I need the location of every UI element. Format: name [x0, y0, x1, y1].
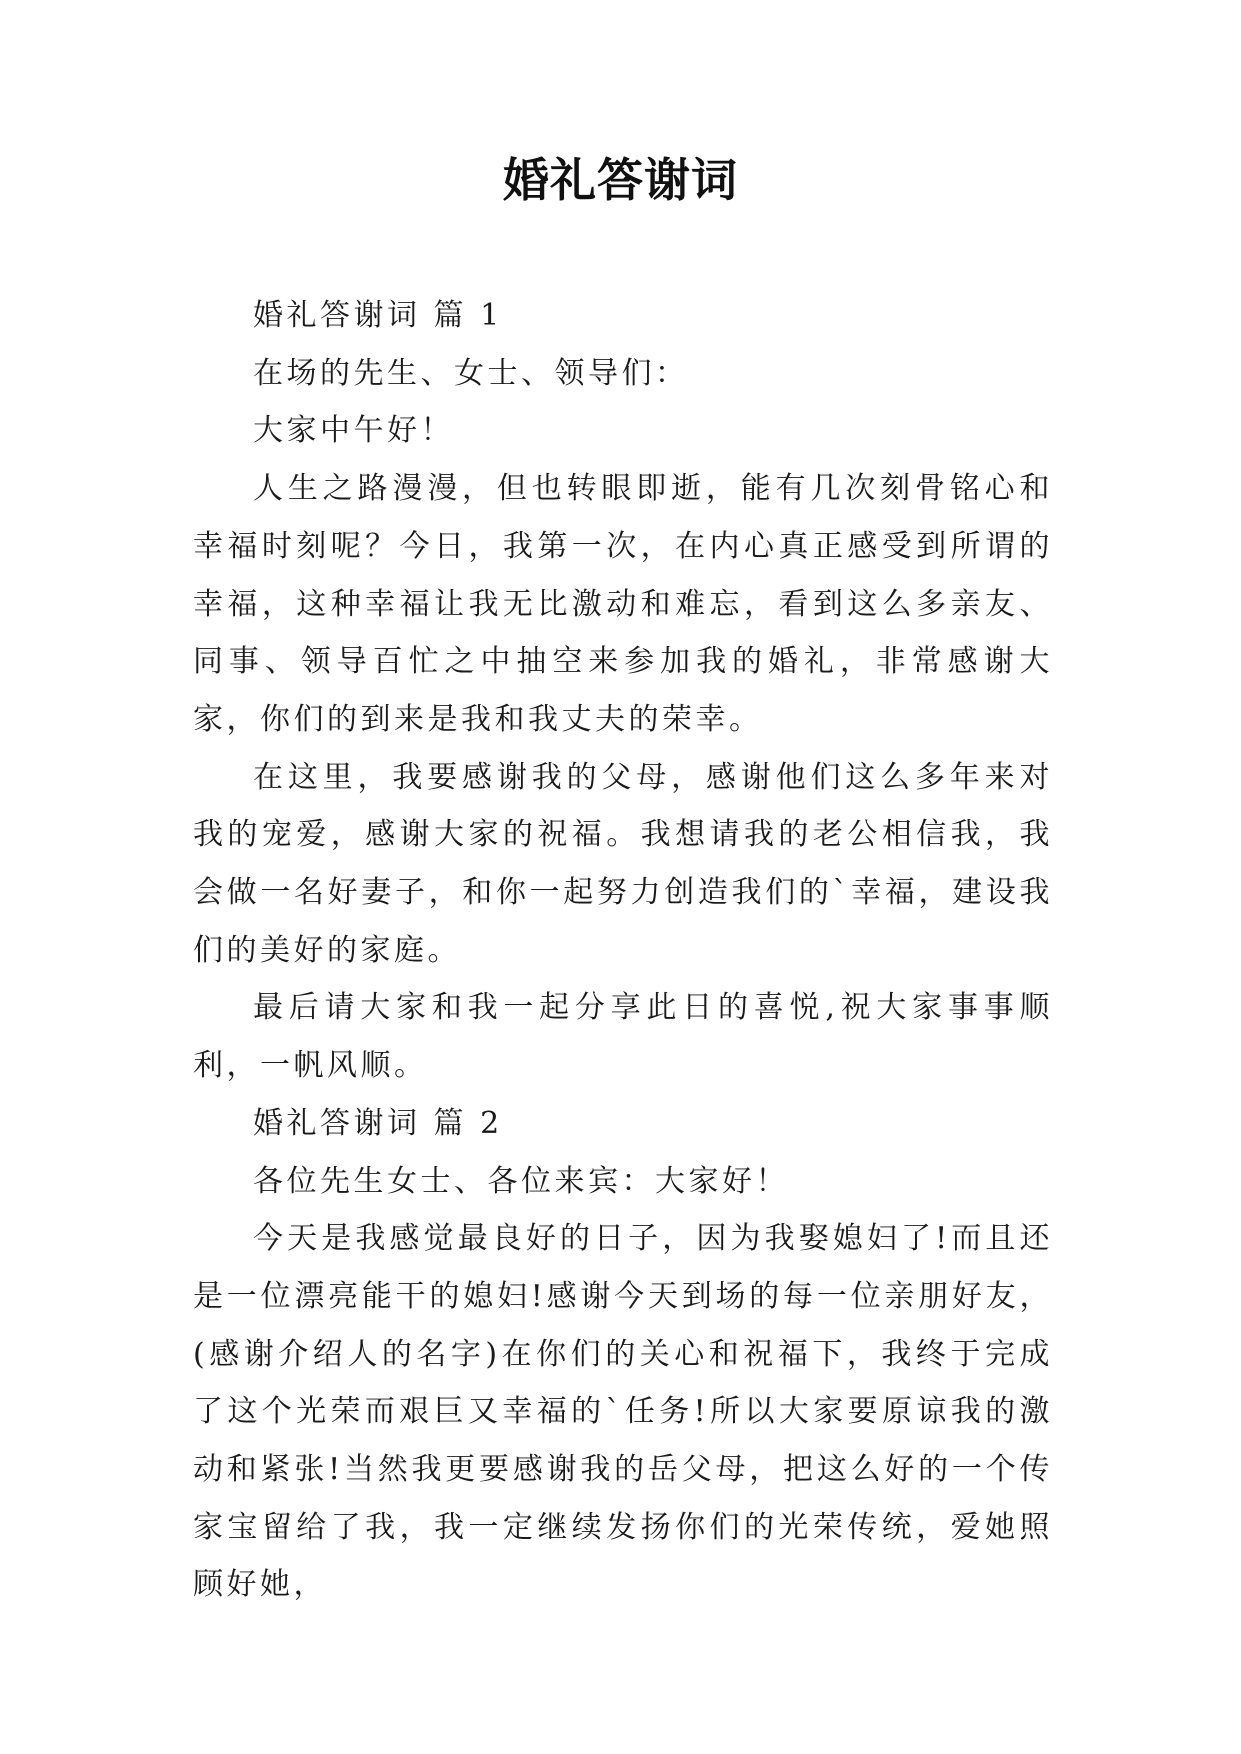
document-title: 婚礼答谢词 [503, 153, 738, 207]
salutation: 各位先生女士、各位来宾：大家好！ [253, 1163, 789, 1199]
salutation: 在场的先生、女士、领导们： [253, 355, 689, 391]
paragraph: 今天是我感觉最良好的日子，因为我娶媳妇了!而且还是一位漂亮能干的媳妇!感谢今天到场的每一位亲朋好友，(感谢介绍人的名字)在你们的关心和祝福下，我终于完成了这个光荣而艰巨又幸福的`任务!所以大家要原谅我的激动和紧张!当然我更要感谢我的岳父母，把这么好的一个传家宝留给了我，我一定继续发扬你们的光荣传统，爱她照顾好她， [193, 1221, 1053, 1603]
paragraph: 在这里，我要感谢我的父母，感谢他们这么多年来对我的宠爱，感谢大家的祝福。我想请我的老公相信我，我会做一名好妻子，和你一起努力创造我们的`幸福，建设我们的美好的家庭。 [193, 759, 1053, 968]
paragraph: 人生之路漫漫，但也转眼即逝，能有几次刻骨铭心和幸福时刻呢？今日，我第一次，在内心真正感受到所谓的幸福，这种幸福让我无比激动和难忘，看到这么多亲友、同事、领导百忙之中抽空来参加我的婚礼，非常感谢大家，你们的到来是我和我丈夫的荣幸。 [193, 471, 1053, 737]
greeting: 大家中午好！ [253, 413, 454, 449]
section-heading-1: 婚礼答谢词 篇 1 [253, 298, 503, 333]
document-body [193, 287, 1053, 1614]
section-heading-2: 婚礼答谢词 篇 2 [253, 1105, 503, 1141]
paragraph: 最后请大家和我一起分享此日的喜悦,祝大家事事顺利，一帆风顺。 [193, 990, 1053, 1084]
